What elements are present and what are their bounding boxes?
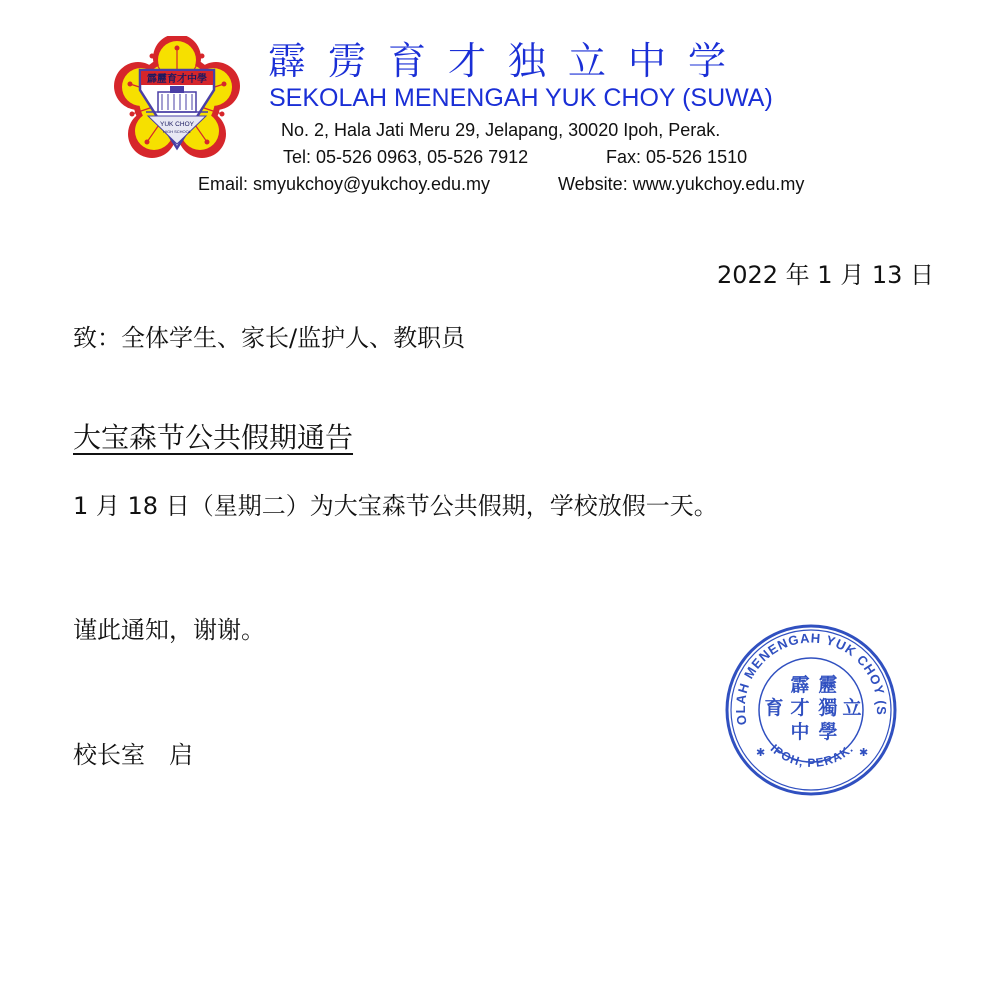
- stamp-char: 中: [790, 721, 810, 743]
- stamp-char: 學: [818, 721, 838, 743]
- letter-body: 1 月 18 日（星期二）为大宝森节公共假期，学校放假一天。: [73, 492, 718, 520]
- letter-recipient: 致：全体学生、家长/监护人、教职员: [73, 324, 466, 352]
- stamp-char: 靂: [818, 674, 838, 696]
- star-icon: ✱: [859, 746, 869, 759]
- stamp-char: 立: [842, 697, 862, 719]
- stamp-char: 才: [790, 697, 810, 719]
- school-logo: [112, 36, 242, 162]
- school-website: Website: www.yukchoy.edu.my: [558, 174, 805, 194]
- logo-sub-text: HIGH SCHOOL: [162, 129, 192, 134]
- logo-top-text: 霹靂育才中學: [147, 74, 207, 85]
- school-email: Email: smyukchoy@yukchoy.edu.my: [198, 174, 491, 194]
- school-name-english: SEKOLAH MENENGAH YUK CHOY (SUWA): [269, 84, 773, 112]
- stamp-char: 霹: [790, 674, 810, 696]
- letter-date: 2022 年 1 月 13 日: [716, 261, 934, 289]
- stamp-char: 獨: [818, 697, 838, 719]
- letter-signoff: 校长室 启: [73, 741, 193, 769]
- school-address: No. 2, Hala Jati Meru 29, Jelapang, 30020 Ipoh, Perak.: [281, 120, 721, 140]
- stamp-char: 育: [764, 697, 784, 719]
- letter-closing: 谨此通知，谢谢。: [73, 616, 265, 644]
- school-name-chinese: 霹雳育才独立中学: [268, 39, 749, 83]
- school-stamp: [722, 622, 900, 798]
- svg-text:IPOH, PERAK.: [768, 741, 857, 769]
- star-icon: ✱: [756, 746, 766, 759]
- logo-bottom-text: YUK CHOY: [160, 121, 194, 128]
- school-fax: Fax: 05-526 1510: [606, 147, 748, 167]
- stamp-ring-text: OLAH MENENGAH YUK CHOY (S: [732, 630, 890, 727]
- school-telephone: Tel: 05-526 0963, 05-526 7912: [283, 147, 529, 167]
- letter-subject: 大宝森节公共假期通告: [73, 421, 354, 454]
- stamp-bottom-text: IPOH, PERAK.: [767, 741, 857, 770]
